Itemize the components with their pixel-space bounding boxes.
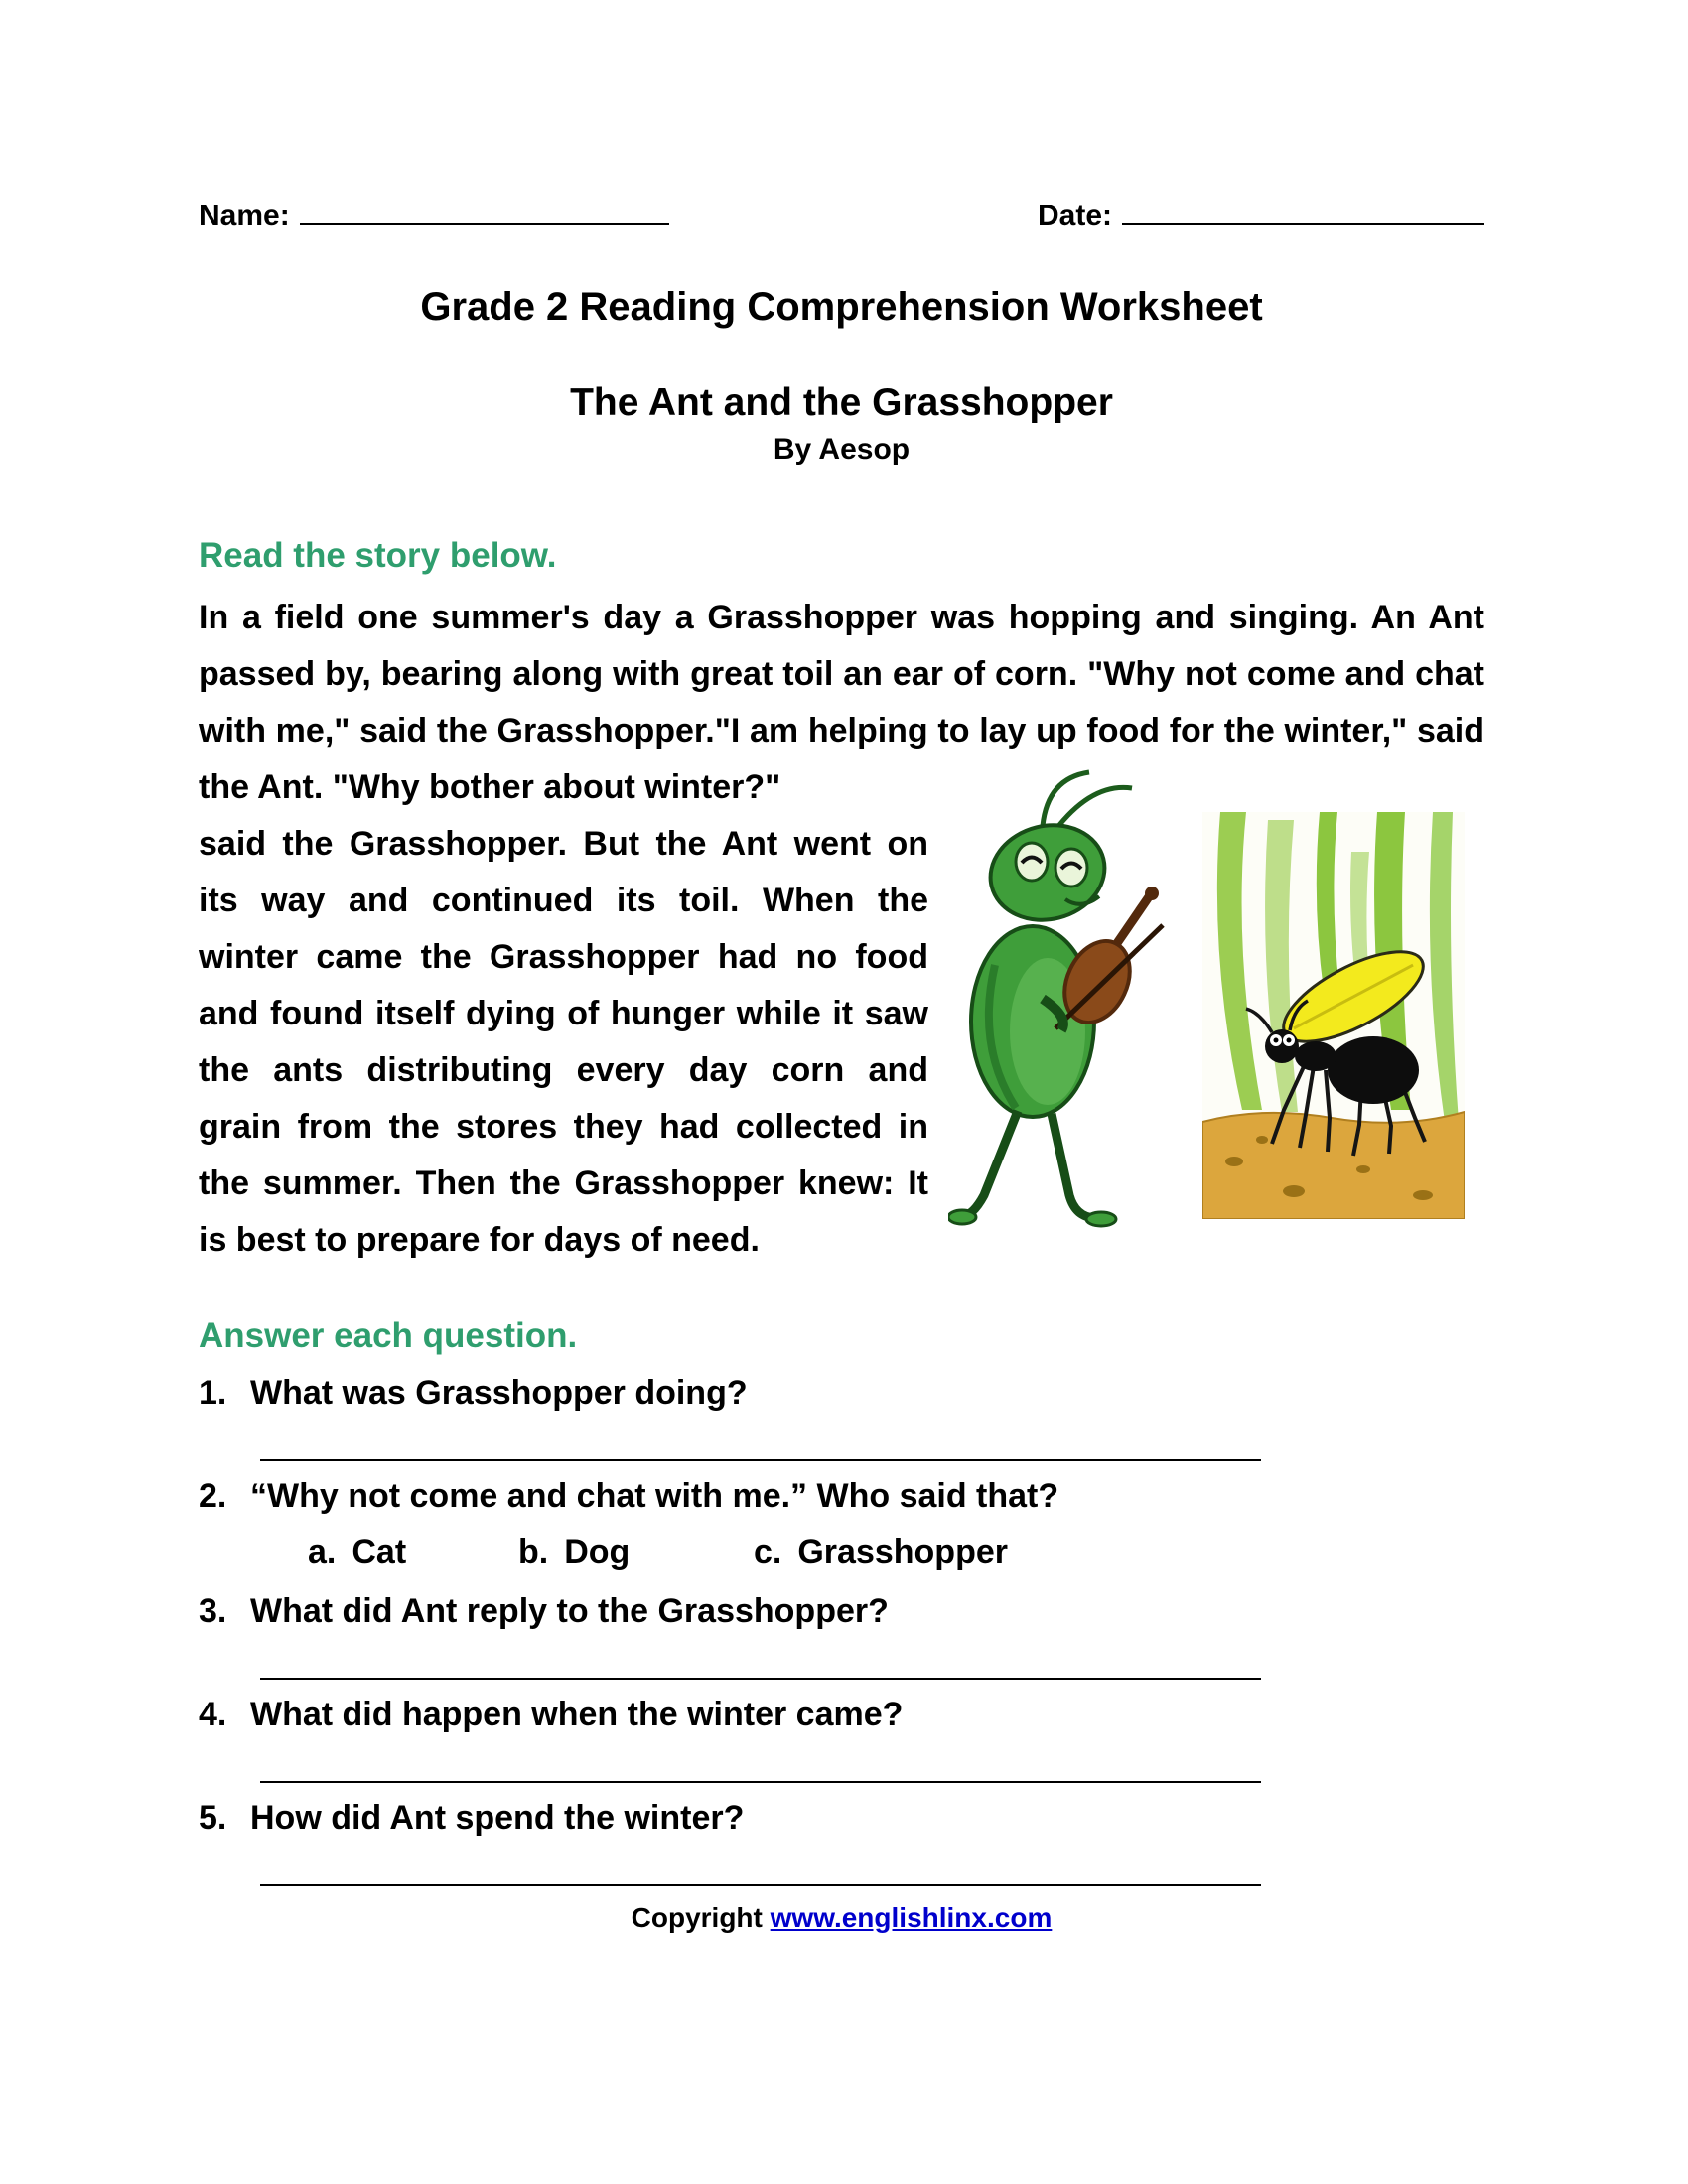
choice-letter: c. (754, 1533, 782, 1570)
question-3 (199, 1588, 1484, 1634)
date-label: Date: (1037, 200, 1112, 232)
choice-text: Grasshopper (797, 1533, 1008, 1570)
footer (199, 1902, 1484, 1934)
choice-b (518, 1527, 754, 1576)
question-number: 2. (199, 1477, 227, 1515)
answer-line-1 (260, 1418, 1261, 1461)
question-1 (199, 1370, 1484, 1416)
question-2 (199, 1473, 1484, 1519)
question-5 (199, 1795, 1484, 1841)
grasshopper-illustration (948, 768, 1177, 1235)
name-label: Name: (199, 200, 290, 232)
page-title: Grade 2 Reading Comprehension Worksheet (420, 285, 1263, 329)
story-paragraph-1: In a field one summer's day a Grasshopper was hopping and singing. An Ant passed by, bearing along with great toil an ear of corn. "Why not come and chat with me," said the Grasshopper."I am helping to lay up food for the winter," said the Ant. "Why bother about winter?" (199, 599, 1484, 806)
questions-heading: Answer each question. (199, 1316, 578, 1355)
choice-a (308, 1527, 518, 1576)
question-text: What did happen when the winter came? (250, 1696, 904, 1733)
header-row (199, 194, 1484, 233)
answer-line-5 (260, 1843, 1261, 1886)
date-blank-line (1122, 194, 1484, 225)
date-field (1038, 194, 1484, 233)
question-number: 4. (199, 1696, 227, 1733)
byline: By Aesop (773, 433, 911, 466)
copyright-link[interactable]: www.englishlinx.com (770, 1902, 1053, 1933)
question-number: 3. (199, 1592, 227, 1630)
question-text: “Why not come and chat with me.” Who said that? (250, 1477, 1059, 1515)
story-illustrations (948, 768, 1484, 1235)
story-section (199, 536, 1484, 1269)
story-heading: Read the story below. (199, 536, 557, 575)
question-text: What was Grasshopper doing? (250, 1374, 748, 1412)
choice-letter: b. (518, 1533, 549, 1570)
story-title: The Ant and the Grasshopper (570, 381, 1113, 424)
ant-illustration (1202, 812, 1465, 1219)
answer-line-3 (260, 1636, 1261, 1680)
choice-letter: a. (308, 1533, 337, 1570)
question-2-choices (308, 1527, 1484, 1576)
name-blank-line (300, 194, 669, 225)
story-paragraph-2-wrap (199, 816, 1484, 1269)
question-number: 1. (199, 1374, 227, 1412)
choice-c (754, 1527, 1008, 1576)
question-text: What did Ant reply to the Grasshopper? (250, 1592, 889, 1630)
choice-text: Cat (352, 1533, 407, 1570)
question-number: 5. (199, 1799, 227, 1837)
choice-text: Dog (564, 1533, 631, 1570)
copyright-text: Copyright (631, 1902, 771, 1933)
story-paragraph-2: said the Grasshopper. But the Ant went on its way and continued its toil. When the winter came the Grasshopper had no food and found itself dying of hunger while it saw the ants distributing every day corn and grain from the stores they had collected in the summer. Then the Grasshopper knew: It is best to prepare for days of need. (199, 825, 928, 1259)
question-4 (199, 1692, 1484, 1737)
name-field (199, 194, 669, 233)
question-text: How did Ant spend the winter? (250, 1799, 745, 1837)
questions-section (199, 1316, 1484, 1886)
answer-line-4 (260, 1739, 1261, 1783)
